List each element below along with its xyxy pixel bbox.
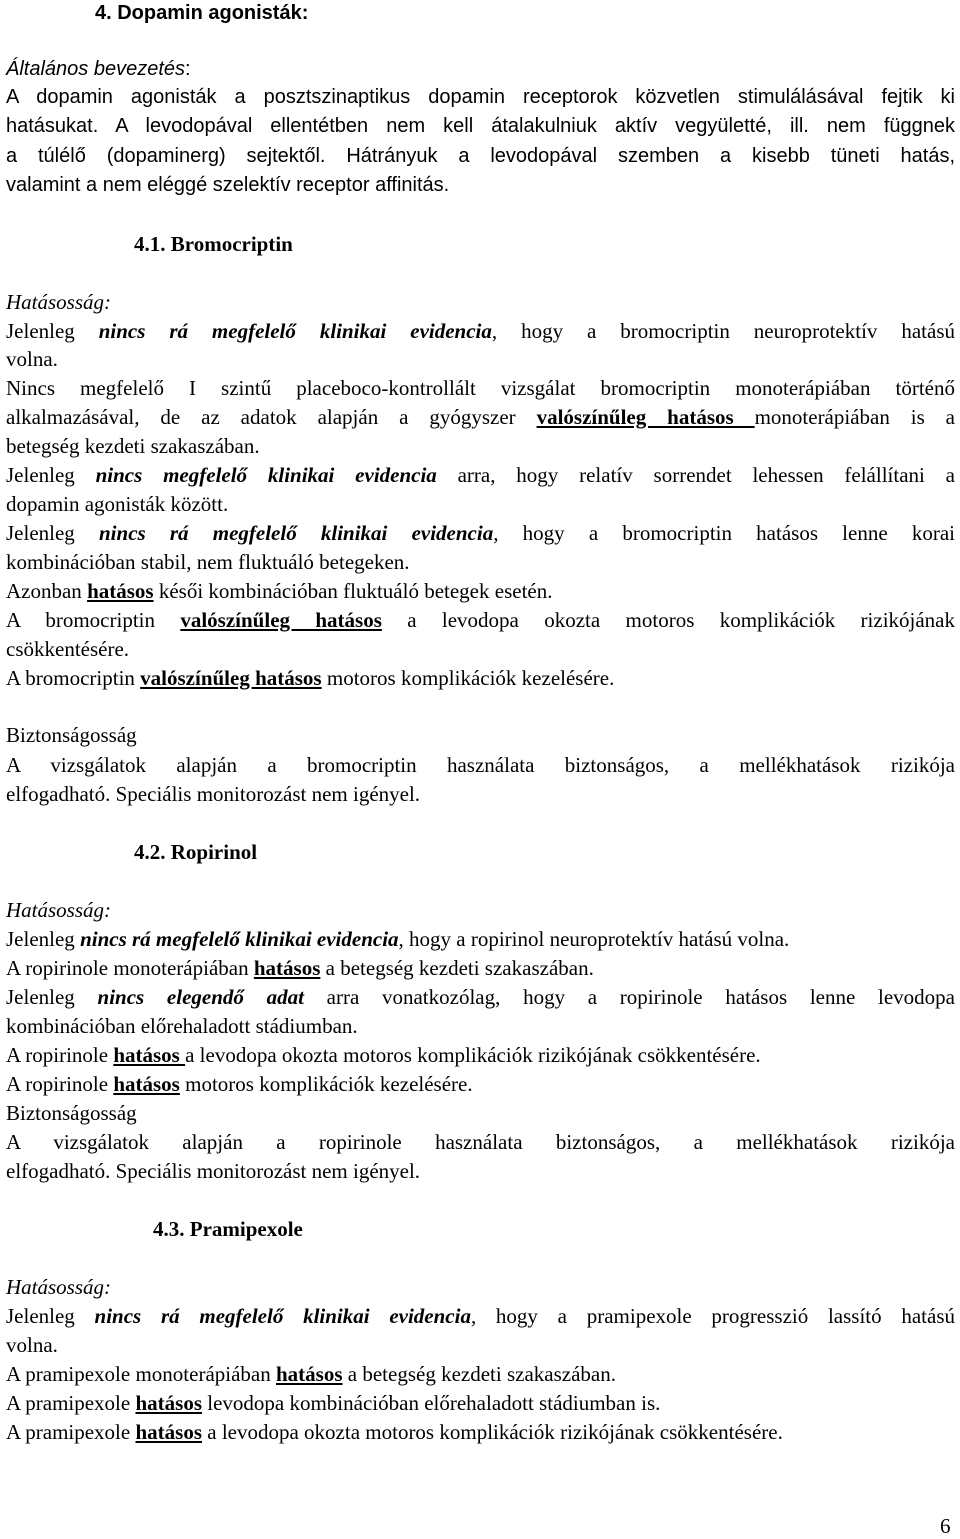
paragraph-line bbox=[6, 405, 955, 430]
paragraph-line: kombinációban előrehaladott stádiumban. bbox=[6, 1014, 358, 1038]
paragraph-line: kombinációban stabil, nem fluktuáló betegeken. bbox=[6, 550, 410, 574]
text-run: motoros komplikációk kezelésére. bbox=[179, 1072, 473, 1096]
paragraph-line: Nincs megfelelő I szintű placeboco-kontrollált vizsgálat bromocriptin monoterápiában történő bbox=[6, 376, 955, 400]
underlined-bold-text: valószínűleg hatásos bbox=[536, 405, 755, 429]
safety-label: Biztonságosság bbox=[6, 1101, 137, 1125]
text-run: A bromocriptin bbox=[6, 608, 181, 632]
paragraph-line: volna. bbox=[6, 347, 58, 371]
emphasis-text: nincs rá megfelelő klinikai evidencia bbox=[98, 319, 492, 343]
text-run: , hogy a ropirinol neuroprotektív hatású volna. bbox=[398, 927, 790, 951]
text-run: levodopa kombinációban előrehaladott stádiumban is. bbox=[202, 1391, 661, 1415]
text-run: A bromocriptin bbox=[6, 666, 141, 690]
underlined-bold-text: valószínűleg hatásos bbox=[180, 608, 382, 632]
paragraph-line bbox=[6, 985, 955, 1010]
text-run: Jelenleg bbox=[6, 319, 99, 343]
emphasis-text: nincs elegendő adat bbox=[97, 985, 304, 1009]
paragraph-line: volna. bbox=[6, 1333, 58, 1357]
efficacy-label: Hatásosság: bbox=[6, 898, 112, 922]
paragraph-line bbox=[6, 1043, 761, 1068]
text-run: késői kombinációban fluktuáló betegek esetén. bbox=[153, 579, 553, 603]
paragraph-line bbox=[6, 1391, 660, 1416]
text-run: Jelenleg bbox=[6, 1304, 95, 1328]
emphasis-text: nincs megfelelő klinikai evidencia bbox=[95, 463, 437, 487]
text-run: arra, hogy relatív sorrendet lehessen felállítani a bbox=[436, 463, 955, 487]
text-run: Azonban bbox=[6, 579, 88, 603]
text-run: , hogy a bromocriptin neuroprotektív hatású bbox=[491, 319, 955, 343]
underlined-bold-text: hatásos bbox=[135, 1391, 202, 1415]
paragraph-line: betegség kezdeti szakaszában. bbox=[6, 434, 260, 458]
text-run: Jelenleg bbox=[6, 985, 98, 1009]
paragraph-line bbox=[6, 521, 955, 546]
paragraph-line bbox=[6, 1304, 955, 1329]
underlined-bold-text: hatásos bbox=[87, 579, 154, 603]
intro-line: a túlélő (dopaminerg) sejtektől. Hátrányuk a levodopával szemben a kisebb tüneti hatás, bbox=[6, 145, 955, 167]
text-run: A pramipexole bbox=[6, 1420, 136, 1444]
underlined-bold-text: hatásos bbox=[253, 956, 321, 980]
text-run: Jelenleg bbox=[6, 463, 96, 487]
intro-line: A dopamin agonisták a posztszinaptikus dopamin receptorok közvetlen stimulálásával fejtik ki bbox=[6, 86, 955, 108]
paragraph-line: dopamin agonisták között. bbox=[6, 492, 229, 516]
efficacy-label: Hatásosság: bbox=[6, 1275, 112, 1299]
text-run: A pramipexole monoterápiában bbox=[6, 1362, 276, 1386]
paragraph-line: elfogadható. Speciális monitorozást nem igényel. bbox=[6, 782, 421, 806]
text-run: A ropirinole bbox=[6, 1072, 114, 1096]
safety-label: Biztonságosság bbox=[6, 723, 137, 747]
underlined-bold-text: hatásos bbox=[135, 1420, 202, 1444]
paragraph-line bbox=[6, 608, 955, 633]
paragraph-line bbox=[6, 1072, 473, 1097]
intro-heading bbox=[6, 58, 191, 81]
paragraph-line bbox=[6, 956, 594, 981]
paragraph-line bbox=[6, 1362, 616, 1387]
text-run: motoros komplikációk kezelésére. bbox=[321, 666, 615, 690]
text-run: alkalmazásával, de az adatok alapján a gyógyszer bbox=[6, 405, 537, 429]
page-number: 6 bbox=[940, 1514, 951, 1538]
section-title: 4. Dopamin agonisták: bbox=[95, 2, 309, 24]
paragraph-line bbox=[6, 579, 552, 604]
text-run: arra vonatkozólag, hogy a ropirinole hatásos lenne levodopa bbox=[303, 985, 955, 1009]
paragraph-line bbox=[6, 927, 789, 952]
intro-heading-colon: : bbox=[185, 58, 191, 80]
text-run: a betegség kezdeti szakaszában. bbox=[342, 1362, 616, 1386]
paragraph-line: A vizsgálatok alapján a ropirinole használata biztonságos, a mellékhatások rizikója bbox=[6, 1130, 955, 1154]
underlined-bold-text: valószínűleg hatásos bbox=[140, 666, 322, 690]
subsection-heading-bromocriptin: 4.1. Bromocriptin bbox=[134, 232, 293, 256]
text-run: a levodopa okozta motoros komplikációk rizikójának csökkentésére. bbox=[202, 1420, 783, 1444]
text-run: , hogy a pramipexole progresszió lassító hatású bbox=[470, 1304, 956, 1328]
paragraph-line: A vizsgálatok alapján a bromocriptin használata biztonságos, a mellékhatások rizikója bbox=[6, 753, 955, 777]
text-run: A ropirinole monoterápiában bbox=[6, 956, 254, 980]
underlined-bold-text: hatásos bbox=[113, 1043, 186, 1067]
underlined-bold-text: hatásos bbox=[276, 1362, 343, 1386]
text-run: , hogy a bromocriptin hatásos lenne korai bbox=[493, 521, 955, 545]
emphasis-text: nincs rá megfelelő klinikai evidencia bbox=[99, 521, 494, 545]
text-run: a levodopa okozta motoros komplikációk rizikójának csökkentésére. bbox=[185, 1043, 761, 1067]
paragraph-line bbox=[6, 463, 955, 488]
intro-line: hatásukat. A levodopával ellentétben nem kell átalakulniuk aktív vegyületté, ill. nem függnek bbox=[6, 115, 955, 137]
text-run: a levodopa okozta motoros komplikációk rizikójának bbox=[381, 608, 955, 632]
subsection-heading-ropirinol: 4.2. Ropirinol bbox=[134, 840, 258, 864]
paragraph-line bbox=[6, 319, 955, 344]
emphasis-text: nincs rá megfelelő klinikai evidencia bbox=[80, 927, 399, 951]
intro-line: valamint a nem eléggé szelektív receptor affinitás. bbox=[6, 174, 450, 196]
subsection-heading-pramipexole: 4.3. Pramipexole bbox=[153, 1217, 303, 1241]
text-run: Jelenleg bbox=[6, 927, 81, 951]
efficacy-label: Hatásosság: bbox=[6, 290, 112, 314]
text-run: A ropirinole bbox=[6, 1043, 114, 1067]
text-run: monoterápiában is a bbox=[754, 405, 955, 429]
paragraph-line bbox=[6, 1420, 783, 1445]
paragraph-line: csökkentésére. bbox=[6, 637, 130, 661]
underlined-bold-text: hatásos bbox=[113, 1072, 180, 1096]
emphasis-text: nincs rá megfelelő klinikai evidencia bbox=[94, 1304, 471, 1328]
text-run: Jelenleg bbox=[6, 521, 99, 545]
text-run: a betegség kezdeti szakaszában. bbox=[320, 956, 594, 980]
paragraph-line: elfogadható. Speciális monitorozást nem igényel. bbox=[6, 1159, 421, 1183]
intro-heading-text: Általános bevezetés bbox=[6, 58, 186, 80]
paragraph-line bbox=[6, 666, 614, 691]
text-run: A pramipexole bbox=[6, 1391, 136, 1415]
